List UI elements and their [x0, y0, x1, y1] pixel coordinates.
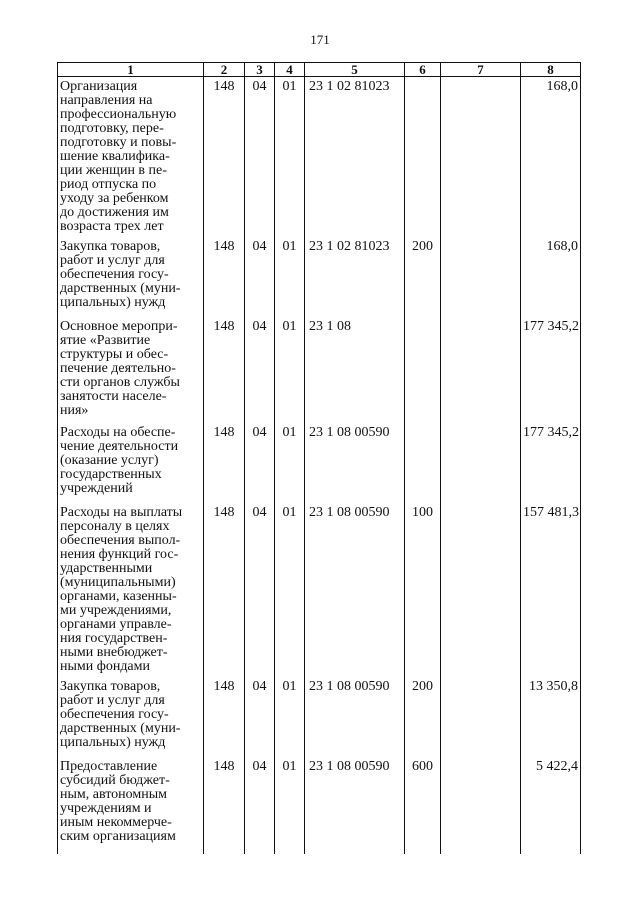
- table-row: [58, 677, 581, 757]
- item-name-cell: [58, 757, 204, 854]
- item-name-line: (оказание услуг): [60, 453, 159, 469]
- header-col-2: 2: [204, 63, 245, 77]
- item-name-line: иным некоммерче-: [60, 814, 172, 830]
- item-name-line: ными внебюджет-: [60, 644, 168, 660]
- amount: 177 345,2: [521, 317, 581, 423]
- section-code: 04: [245, 77, 275, 238]
- section-code: 04: [245, 757, 275, 854]
- expense-type-code: 200: [405, 677, 441, 757]
- item-name-cell: [58, 677, 204, 757]
- header-col-6: 6: [405, 63, 441, 77]
- header-col-1: 1: [58, 63, 204, 77]
- section-code: 04: [245, 237, 275, 317]
- item-name-line: субсидий бюджет-: [60, 772, 170, 788]
- item-name-line: ции женщин в пе-: [60, 163, 167, 178]
- budget-table: [57, 62, 581, 854]
- admin-code: 148: [204, 503, 245, 678]
- subsection-code: 01: [275, 677, 305, 757]
- item-name-line: структуры и обес-: [60, 346, 169, 362]
- item-name-line: Расходы на выплаты: [60, 504, 183, 520]
- table-row: [58, 423, 581, 503]
- item-name-cell: [58, 77, 204, 238]
- item-name-line: ятие «Развитие: [60, 332, 151, 348]
- expense-type-code: [405, 77, 441, 238]
- item-name-line: органами, казенны-: [60, 588, 177, 604]
- admin-code: 148: [204, 77, 245, 238]
- subsection-code: 01: [275, 423, 305, 503]
- item-name-line: ским организациям: [60, 828, 176, 844]
- target-article-code: 23 1 08 00590: [305, 503, 405, 678]
- subsection-code: 01: [275, 237, 305, 317]
- subsection-code: 01: [275, 317, 305, 423]
- item-name-line: направления на: [60, 93, 153, 108]
- target-article-code: 23 1 08: [305, 317, 405, 423]
- admin-code: 148: [204, 317, 245, 423]
- header-col-8: 8: [521, 63, 581, 77]
- item-name-line: печение деятельно-: [60, 360, 176, 376]
- item-name-line: сти органов службы: [60, 374, 180, 390]
- item-name-line: учреждений: [60, 481, 133, 497]
- col7-cell: [441, 423, 521, 503]
- item-name-line: учреждениям и: [60, 800, 152, 816]
- subsection-code: 01: [275, 503, 305, 678]
- target-article-code: 23 1 08 00590: [305, 423, 405, 503]
- item-name-cell: [58, 423, 204, 503]
- item-name-line: обеспечения госу-: [60, 267, 169, 283]
- item-name-line: работ и услуг для: [60, 693, 165, 709]
- item-name-cell: [58, 317, 204, 423]
- target-article-code: 23 1 02 81023: [305, 237, 405, 317]
- item-name-line: персоналу в целях: [60, 518, 170, 534]
- item-name-line: ми учреждениями,: [60, 602, 172, 618]
- item-name-line: Закупка товаров,: [60, 679, 161, 695]
- col7-cell: [441, 77, 521, 238]
- item-name-line: ударственными: [60, 560, 153, 576]
- item-name-line: работ и услуг для: [60, 253, 165, 269]
- header-row: [58, 63, 581, 77]
- item-name-line: обеспечения выпол-: [60, 532, 181, 548]
- table-row: [58, 317, 581, 423]
- expense-type-code: [405, 423, 441, 503]
- admin-code: 148: [204, 757, 245, 854]
- item-name-line: до достижения им: [60, 205, 169, 220]
- target-article-code: 23 1 08 00590: [305, 677, 405, 757]
- item-name-line: риод отпуска по: [60, 177, 157, 192]
- expense-type-code: 600: [405, 757, 441, 854]
- admin-code: 148: [204, 237, 245, 317]
- admin-code: 148: [204, 677, 245, 757]
- item-name-line: ния»: [60, 402, 89, 418]
- item-name-line: возраста трех лет: [60, 219, 164, 234]
- item-name-line: Организация: [60, 79, 138, 94]
- col7-cell: [441, 237, 521, 317]
- item-name-line: (муниципальными): [60, 574, 176, 590]
- amount: 5 422,4: [521, 757, 581, 854]
- col7-cell: [441, 757, 521, 854]
- section-code: 04: [245, 503, 275, 678]
- expense-type-code: 100: [405, 503, 441, 678]
- item-name-line: обеспечения госу-: [60, 707, 169, 723]
- item-name-line: Закупка товаров,: [60, 239, 161, 255]
- table-row: [58, 77, 581, 238]
- item-name-line: подготовку, пере-: [60, 121, 164, 136]
- subsection-code: 01: [275, 77, 305, 238]
- item-name-line: нения функций гос-: [60, 546, 179, 562]
- item-name-line: Расходы на обеспе-: [60, 425, 176, 441]
- item-name-line: Основное меропри-: [60, 318, 178, 334]
- section-code: 04: [245, 317, 275, 423]
- item-name-cell: [58, 503, 204, 678]
- header-col-3: 3: [245, 63, 275, 77]
- target-article-code: 23 1 02 81023: [305, 77, 405, 238]
- item-name-line: Предоставление: [60, 758, 158, 774]
- item-name-line: дарственных (муни-: [60, 281, 181, 297]
- subsection-code: 01: [275, 757, 305, 854]
- table-row: [58, 503, 581, 678]
- amount: 168,0: [521, 237, 581, 317]
- page-number: 171: [310, 32, 330, 47]
- item-name-line: органами управле-: [60, 616, 172, 632]
- amount: 13 350,8: [521, 677, 581, 757]
- item-name-line: государственных: [60, 467, 162, 483]
- item-name-line: чение деятельности: [60, 439, 179, 455]
- item-name-line: ния государствен-: [60, 630, 168, 646]
- item-name-line: ным, автономным: [60, 786, 168, 802]
- section-code: 04: [245, 423, 275, 503]
- admin-code: 148: [204, 423, 245, 503]
- col7-cell: [441, 317, 521, 423]
- col7-cell: [441, 503, 521, 678]
- table-body: [58, 77, 581, 855]
- item-name-cell: [58, 237, 204, 317]
- item-name-line: профессиональную: [60, 107, 177, 122]
- expense-type-code: 200: [405, 237, 441, 317]
- amount: 177 345,2: [521, 423, 581, 503]
- header-col-4: 4: [275, 63, 305, 77]
- amount: 157 481,3: [521, 503, 581, 678]
- item-name-line: уходу за ребенком: [60, 191, 169, 206]
- target-article-code: 23 1 08 00590: [305, 757, 405, 854]
- item-name-line: шение квалифика-: [60, 149, 170, 164]
- item-name-line: подготовку и повы-: [60, 135, 177, 150]
- item-name-line: занятости населе-: [60, 388, 167, 404]
- item-name-line: ципальных) нужд: [60, 735, 166, 751]
- item-name-line: ципальных) нужд: [60, 295, 166, 311]
- amount: 168,0: [521, 77, 581, 238]
- header-col-5: 5: [305, 63, 405, 77]
- item-name-line: ными фондами: [60, 658, 151, 674]
- header-col-7: 7: [441, 63, 521, 77]
- expense-type-code: [405, 317, 441, 423]
- section-code: 04: [245, 677, 275, 757]
- table-row: [58, 237, 581, 317]
- table-row: [58, 757, 581, 854]
- item-name-line: дарственных (муни-: [60, 721, 181, 737]
- col7-cell: [441, 677, 521, 757]
